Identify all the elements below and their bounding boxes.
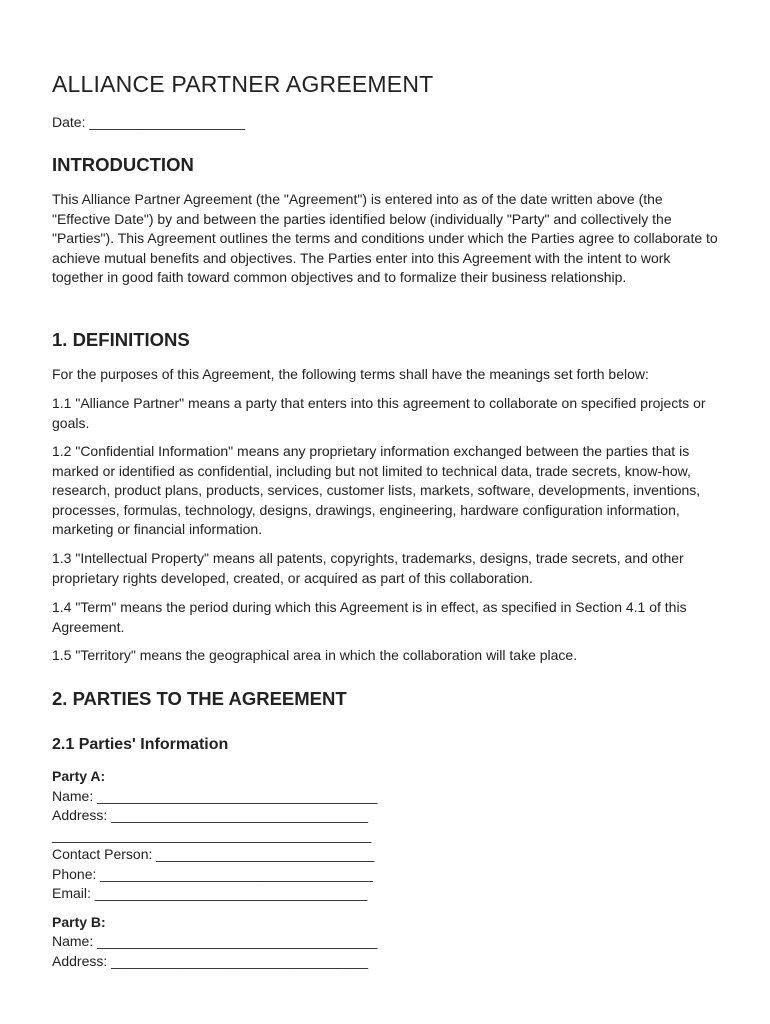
introduction-paragraph: This Alliance Partner Agreement (the "Agreement") is entered into as of the date written above (the "Effective Date") by and between the parties identified below (individually "Party" and collectively the "Parties"). This Agreement outlines the terms and conditions under which the Parties agree to collaborate to achieve mutual benefits and objectives. The Parties enter into this Agreement with the intent to work together in good faith toward common objectives and to formalize their business relationship. — [52, 191, 718, 285]
definition-item: 1.5 "Territory" means the geographical area in which the collaboration will take place. — [52, 647, 578, 663]
party-a-address-field: Address: _________________________________ — [52, 807, 369, 823]
parties-info-subheading: 2.1 Parties' Information — [52, 736, 229, 753]
introduction-heading: INTRODUCTION — [52, 154, 194, 175]
definitions-intro: For the purposes of this Agreement, the following terms shall have the meanings set forth below: — [52, 366, 649, 382]
party-a-name-field: Name: ____________________________________ — [52, 788, 378, 804]
definition-item: 1.2 "Confidential Information" means any proprietary information exchanged between the parties that is marked or identified as confidential, including but not limited to technical data, trade secrets, know-how, research, product plans, products, services, customer lists, markets, software, developments, inventions, processes, formulas, technology, designs, drawings, engineering, hardware configuration information, marketing or financial information. — [52, 443, 701, 537]
date-field: Date: ____________________ — [52, 114, 246, 130]
definition-item: 1.1 "Alliance Partner" means a party that enters into this agreement to collaborate on specified projects or goals. — [52, 395, 706, 431]
party-a-address-continued: _________________________________________ — [52, 827, 372, 843]
definition-item: 1.4 "Term" means the period during which this Agreement is in effect, as specified in Section 4.1 of this Agreement. — [52, 599, 687, 635]
document-title: ALLIANCE PARTNER AGREEMENT — [52, 71, 434, 97]
definition-item: 1.3 "Intellectual Property" means all patents, copyrights, trademarks, designs, trade secrets, and other proprietary rights developed, created, or acquired as part of this collaboration. — [52, 550, 684, 586]
party-a-email-field: Email: ___________________________________ — [52, 885, 368, 901]
party-b-address-field: Address: _________________________________ — [52, 953, 369, 969]
party-a-phone-field: Phone: ___________________________________ — [52, 866, 373, 882]
party-b-label: Party B: — [52, 914, 106, 930]
definitions-heading: 1. DEFINITIONS — [52, 329, 190, 350]
party-a-contact-field: Contact Person: ____________________________ — [52, 846, 375, 862]
party-a-label: Party A: — [52, 768, 106, 784]
party-b-name-field: Name: ____________________________________ — [52, 933, 378, 949]
parties-heading: 2. PARTIES TO THE AGREEMENT — [52, 688, 347, 709]
